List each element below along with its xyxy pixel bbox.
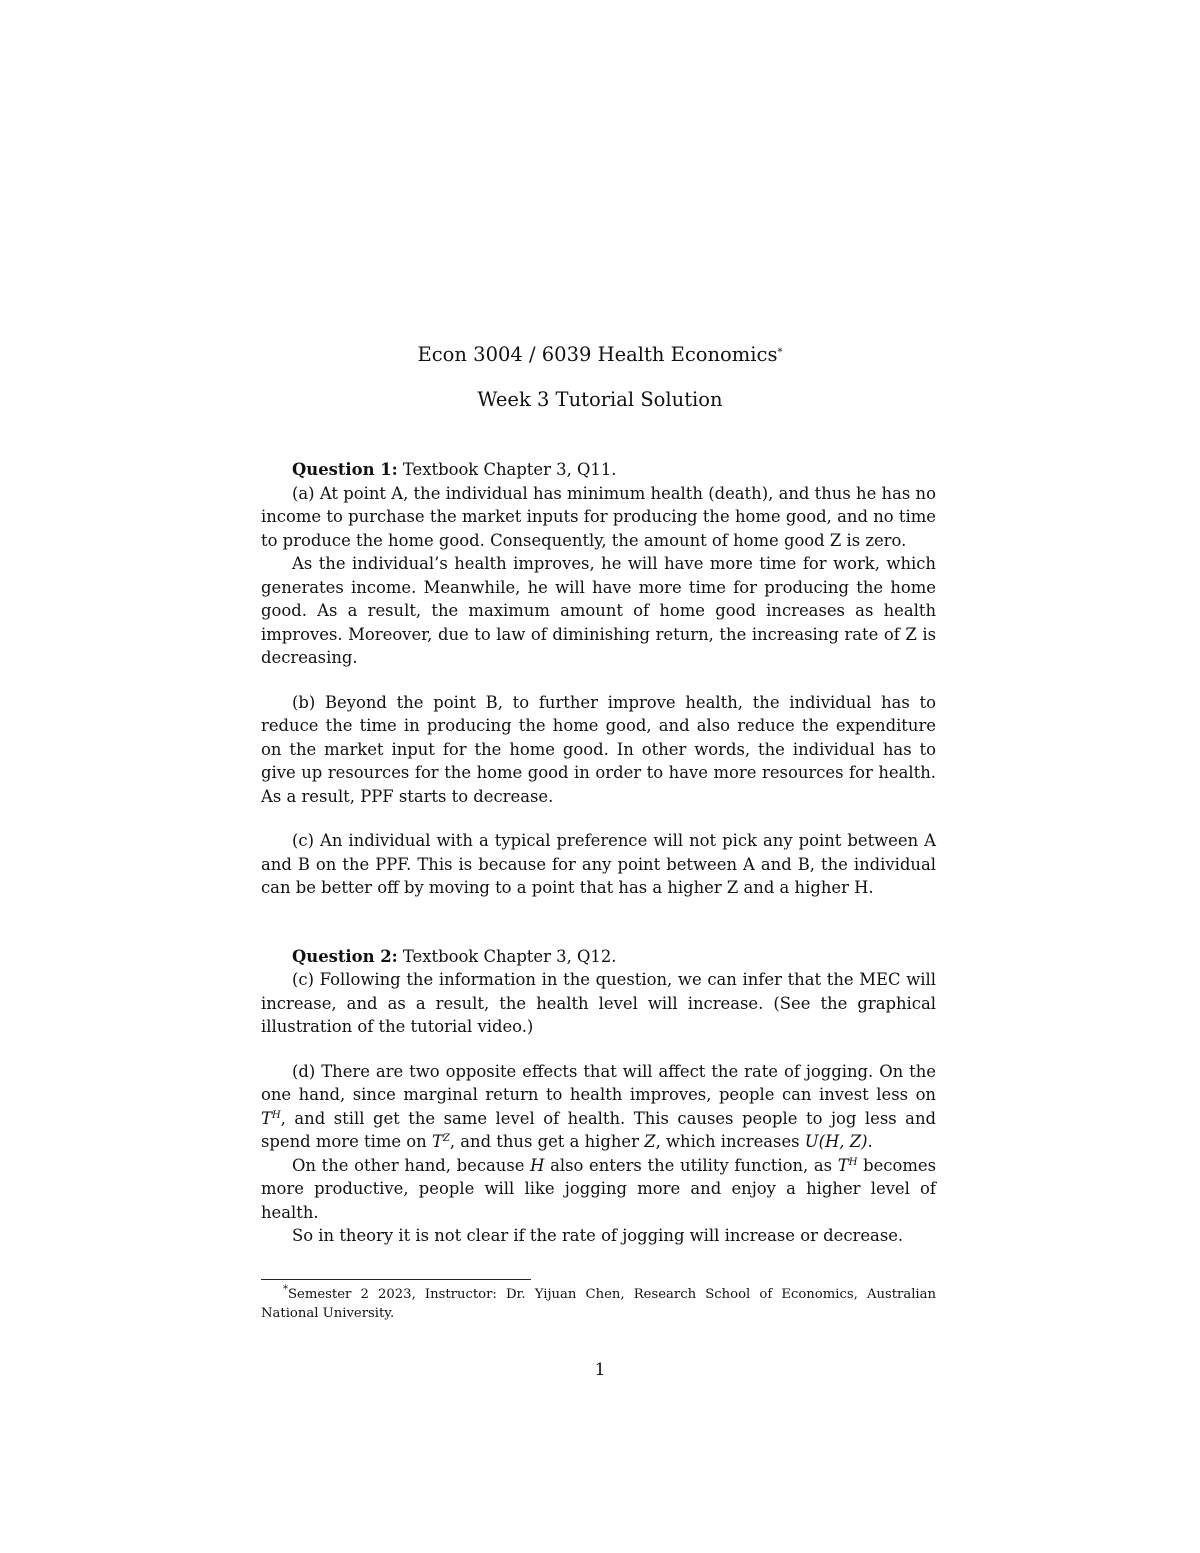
document-subtitle: Week 3 Tutorial Solution [477,388,723,411]
math-t: T [261,1108,272,1128]
question-2-part-d-para-3: So in theory it is not clear if the rate of jogging will increase or decrease. [292,1226,904,1245]
question-2-part-d-para-1: (d) There are two opposite effects that will affect the rate of jogging. On the one hand, since marginal return to health improves, people can invest less on $T^H$, and still get the same level of health. This causes people to jog less and spend more time on $T^Z$, and thus get a higher Z, which increases U(H, Z). [261,1061,936,1151]
footnote-text: Semester 2 2023, Instructor: Dr. Yijuan Chen, Research School of Economics, Australian National University. [261,1287,936,1321]
math-superscript-h: H [848,1156,858,1168]
question-2-part-d-para-2: On the other hand, because H also enters the utility function, as $T^H$ becomes more productive, people will like jogging more and enjoy a higher level of health. [261,1155,936,1222]
footnote-rule [261,1279,531,1280]
page-number: 1 [594,1360,606,1380]
question-1-part-b: (b) Beyond the point B, to further improve health, the individual has to reduce the time in producing the home good, and also reduce the expenditure on the market input for the home good. In other words, the individual has to give up resources for the home good in order to have more resources for health. As a result, PPF starts to decrease. [261,692,936,806]
document-title [0,343,1200,366]
title-text: Econ 3004 / 6039 Health Economics [417,343,778,366]
question-1-reference: Textbook Chapter 3, Q11. [402,460,617,479]
math-h: H [530,1155,545,1175]
question-2-part-c: (c) Following the information in the question, we can infer that the MEC will increase, and as a result, the health level will increase. (See the graphical illustration of the tutorial video.) [261,970,936,1036]
title-footnote-mark: * [777,347,783,358]
question-1-heading [261,458,936,482]
question-2-label: Question 2: [292,946,398,966]
math-t: T [837,1155,849,1175]
question-2-heading [261,945,936,969]
question-1-label: Question 1: [292,460,398,479]
question-2-reference: Textbook Chapter 3, Q12. [402,946,617,966]
math-utility: U(H, Z) [804,1132,868,1151]
math-t: T [431,1132,443,1151]
math-superscript-h: H [271,1109,281,1121]
math-superscript-z: Z [442,1133,450,1144]
question-1-section [261,458,936,1248]
footnote-mark: * [283,1284,288,1295]
question-1-part-c: (c) An individual with a typical preference will not pick any point between A and B on the PPF. This is because for any point between A and B, the individual can be better off by moving to a point that has a higher Z and a higher H. [261,831,936,897]
question-1-part-a-para-2: As the individual’s health improves, he will have more time for work, which generates income. Meanwhile, he will have more time for producing the home good. As a result, the maximum amount of home good increases as health improves. Moreover, due to law of diminishing return, the increasing rate of Z is decreasing. [261,554,936,667]
math-z: Z [644,1132,656,1151]
question-1-part-a-para-1: (a) At point A, the individual has minimum health (death), and thus he has no income to purchase the market inputs for producing the home good, and no time to produce the home good. Consequently, the amount of home good Z is zero. [261,483,936,550]
footnote [261,1285,936,1323]
